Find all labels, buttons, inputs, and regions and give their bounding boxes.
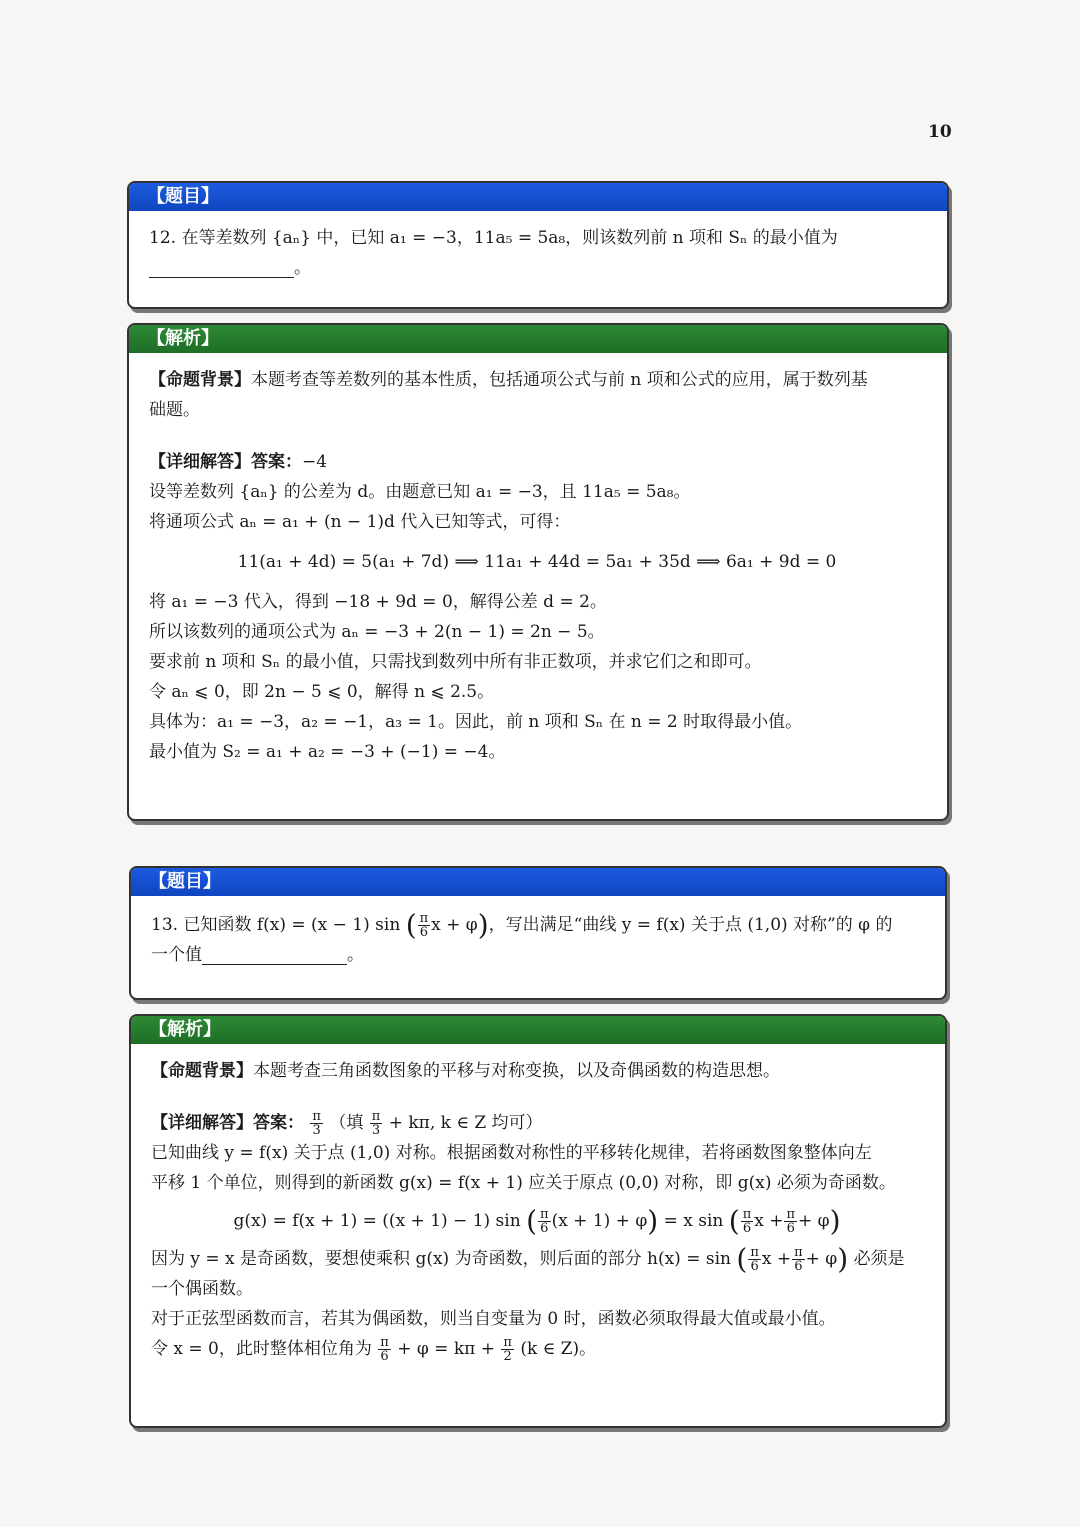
answer-blank: [149, 259, 294, 278]
question-end: 。: [347, 945, 364, 965]
question-header: 【题目】: [131, 868, 945, 896]
solution-line: 要求前 n 项和 Sₙ 的最小值，只需找到数列中所有非正数项，并求它们之和即可。: [149, 652, 762, 672]
answer-note: （填: [329, 1113, 364, 1133]
answer-label: 答案：: [253, 1113, 304, 1133]
solution-line: 最小值为 S₂ = a₁ + a₂ = −3 + (−1) = −4。: [149, 742, 506, 762]
background-text: 本题考查三角函数图象的平移与对称变换，以及奇偶函数的构造思想。: [253, 1061, 780, 1081]
question-12-box: [127, 181, 949, 309]
fraction-pi-3: $\frac{\pi}{3}$: [371, 1109, 381, 1138]
analysis-header: 【解析】: [129, 325, 947, 353]
solution-line: 因为 y = x 是奇函数，要想使乘积 g(x) 为奇函数，则后面的部分 h(x) = sin: [151, 1249, 731, 1269]
background-label: 【命题背景】: [151, 1061, 253, 1081]
question-text: 13. 已知函数 f(x) = (x − 1) sin: [151, 915, 401, 935]
analysis-13-box: 【解析】 【命题背景】本题考查三角函数图象的平移与对称变换，以及奇偶函数的构造思想。 【详细解答】答案： $\frac{\pi}{3}$ （填 $\frac{\pi}{3}$ + kπ, k ∈ Z 均可） 已知曲线 y = f(x) 关于点 (1,0) 对称。根据函数对称性的平移转化规律，若将函数图象整体向左 平移 1 个单位，则得到的新函数 g(x) = f(x + 1) 应关于原点 (0,0) 对称，即 g(x) 必须为奇函数。 g(x) = f(x + 1) = ((x + 1) − 1) sin ( $\frac{\pi}{6}$ (x + 1) + φ) = x sin ( $\frac{\pi}{6}$ x + $\frac{\pi}{6}$ + φ) 因为 y = x 是奇函数，要想使乘积 g(x) 为奇函数，则后面的部分 h(x) = sin ( $\frac{\pi}{6}$ x + $\frac{\pi}{6}$ + φ) 必须是 一个偶函数。 对于正弦型函数而言，若其为偶函数，则当自变量为 0 时，函数必须取得最大值或最小值。 令 x = 0，此时整体相位角为 $\frac{\pi}{6}$ + φ = kπ + $\frac{\pi}{2}$ (k ∈ Z)。: [129, 1014, 947, 1428]
page-number: 10: [928, 122, 952, 142]
question-header: 【题目】: [129, 183, 947, 211]
question-text: ，写出满足“曲线 y = f(x) 关于点 (1,0) 对称”的 φ 的: [488, 915, 893, 935]
solution-line: 平移 1 个单位，则得到的新函数 g(x) = f(x + 1) 应关于原点 (0,0) 对称，即 g(x) 必须为奇函数。: [151, 1173, 896, 1193]
analysis-12-box: [127, 323, 949, 821]
solution-line: 所以该数列的通项公式为 aₙ = −3 + 2(n − 1) = 2n − 5。: [149, 622, 605, 642]
background-text: 本题考查等差数列的基本性质，包括通项公式与前 n 项和公式的应用，属于数列基: [251, 370, 868, 390]
answer-label: 答案：: [251, 452, 302, 472]
question-text: 一个值: [151, 945, 202, 965]
background-label: 【命题背景】: [149, 370, 251, 390]
answer-blank: [202, 946, 347, 965]
fraction-pi-3: $\frac{\pi}{3}$: [312, 1109, 321, 1138]
detail-label: 【详细解答】: [149, 452, 251, 472]
solution-line: 设等差数列 {aₙ} 的公差为 d。由题意已知 a₁ = −3，且 11a₅ = 5a₈。: [149, 482, 691, 502]
question-end: 。: [294, 258, 311, 278]
solution-line: 必须是: [853, 1249, 905, 1269]
question-text: 12. 在等差数列 {aₙ} 中，已知 a₁ = −3，11a₅ = 5a₈，则该数列前 n 项和 Sₙ 的最小值为: [149, 228, 838, 248]
equation: 11(a₁ + 4d) = 5(a₁ + 7d) ⟹ 11a₁ + 44d = 5a₁ + 35d ⟹ 6a₁ + 9d = 0: [237, 552, 837, 572]
background-text-cont: 础题。: [149, 400, 200, 420]
answer-value: −4: [302, 452, 328, 472]
fraction-pi-6: $\frac{\pi}{6}$: [419, 911, 429, 940]
solution-line: 已知曲线 y = f(x) 关于点 (1,0) 对称。根据函数对称性的平移转化规律，若将函数图象整体向左: [151, 1143, 872, 1163]
solution-line: 一个偶函数。: [151, 1279, 253, 1299]
question-13-box: 【题目】 13. 已知函数 f(x) = (x − 1) sin ( $\frac{\pi}{6}$ x + φ)，写出满足“曲线 y = f(x) 关于点 (1,0) 对称”的 φ 的 一个值 。: [129, 866, 947, 1000]
analysis-header: 【解析】: [131, 1016, 945, 1044]
solution-line: 将 a₁ = −3 代入，得到 −18 + 9d = 0，解得公差 d = 2。: [149, 592, 607, 612]
solution-line: 令 aₙ ⩽ 0，即 2n − 5 ⩽ 0，解得 n ⩽ 2.5。: [149, 682, 495, 702]
solution-line: 对于正弦型函数而言，若其为偶函数，则当自变量为 0 时，函数必须取得最大值或最小值。: [151, 1309, 836, 1329]
detail-label: 【详细解答】: [151, 1113, 253, 1133]
solution-line: 将通项公式 aₙ = a₁ + (n − 1)d 代入已知等式，可得：: [149, 512, 571, 532]
equation: g(x) = f(x + 1) = ((x + 1) − 1) sin ( $\frac{\pi}{6}$ (x + 1) + φ) = x sin ( $\frac{\pi}{6}$ x + $\frac{\pi}{6}$ + φ): [233, 1204, 841, 1238]
solution-line: 令 x = 0，此时整体相位角为: [151, 1339, 372, 1359]
answer-note: + kπ, k ∈ Z 均可）: [388, 1113, 543, 1133]
solution-line: 具体为：a₁ = −3，a₂ = −1，a₃ = 1。因此，前 n 项和 Sₙ 在 n = 2 时取得最小值。: [149, 712, 803, 732]
